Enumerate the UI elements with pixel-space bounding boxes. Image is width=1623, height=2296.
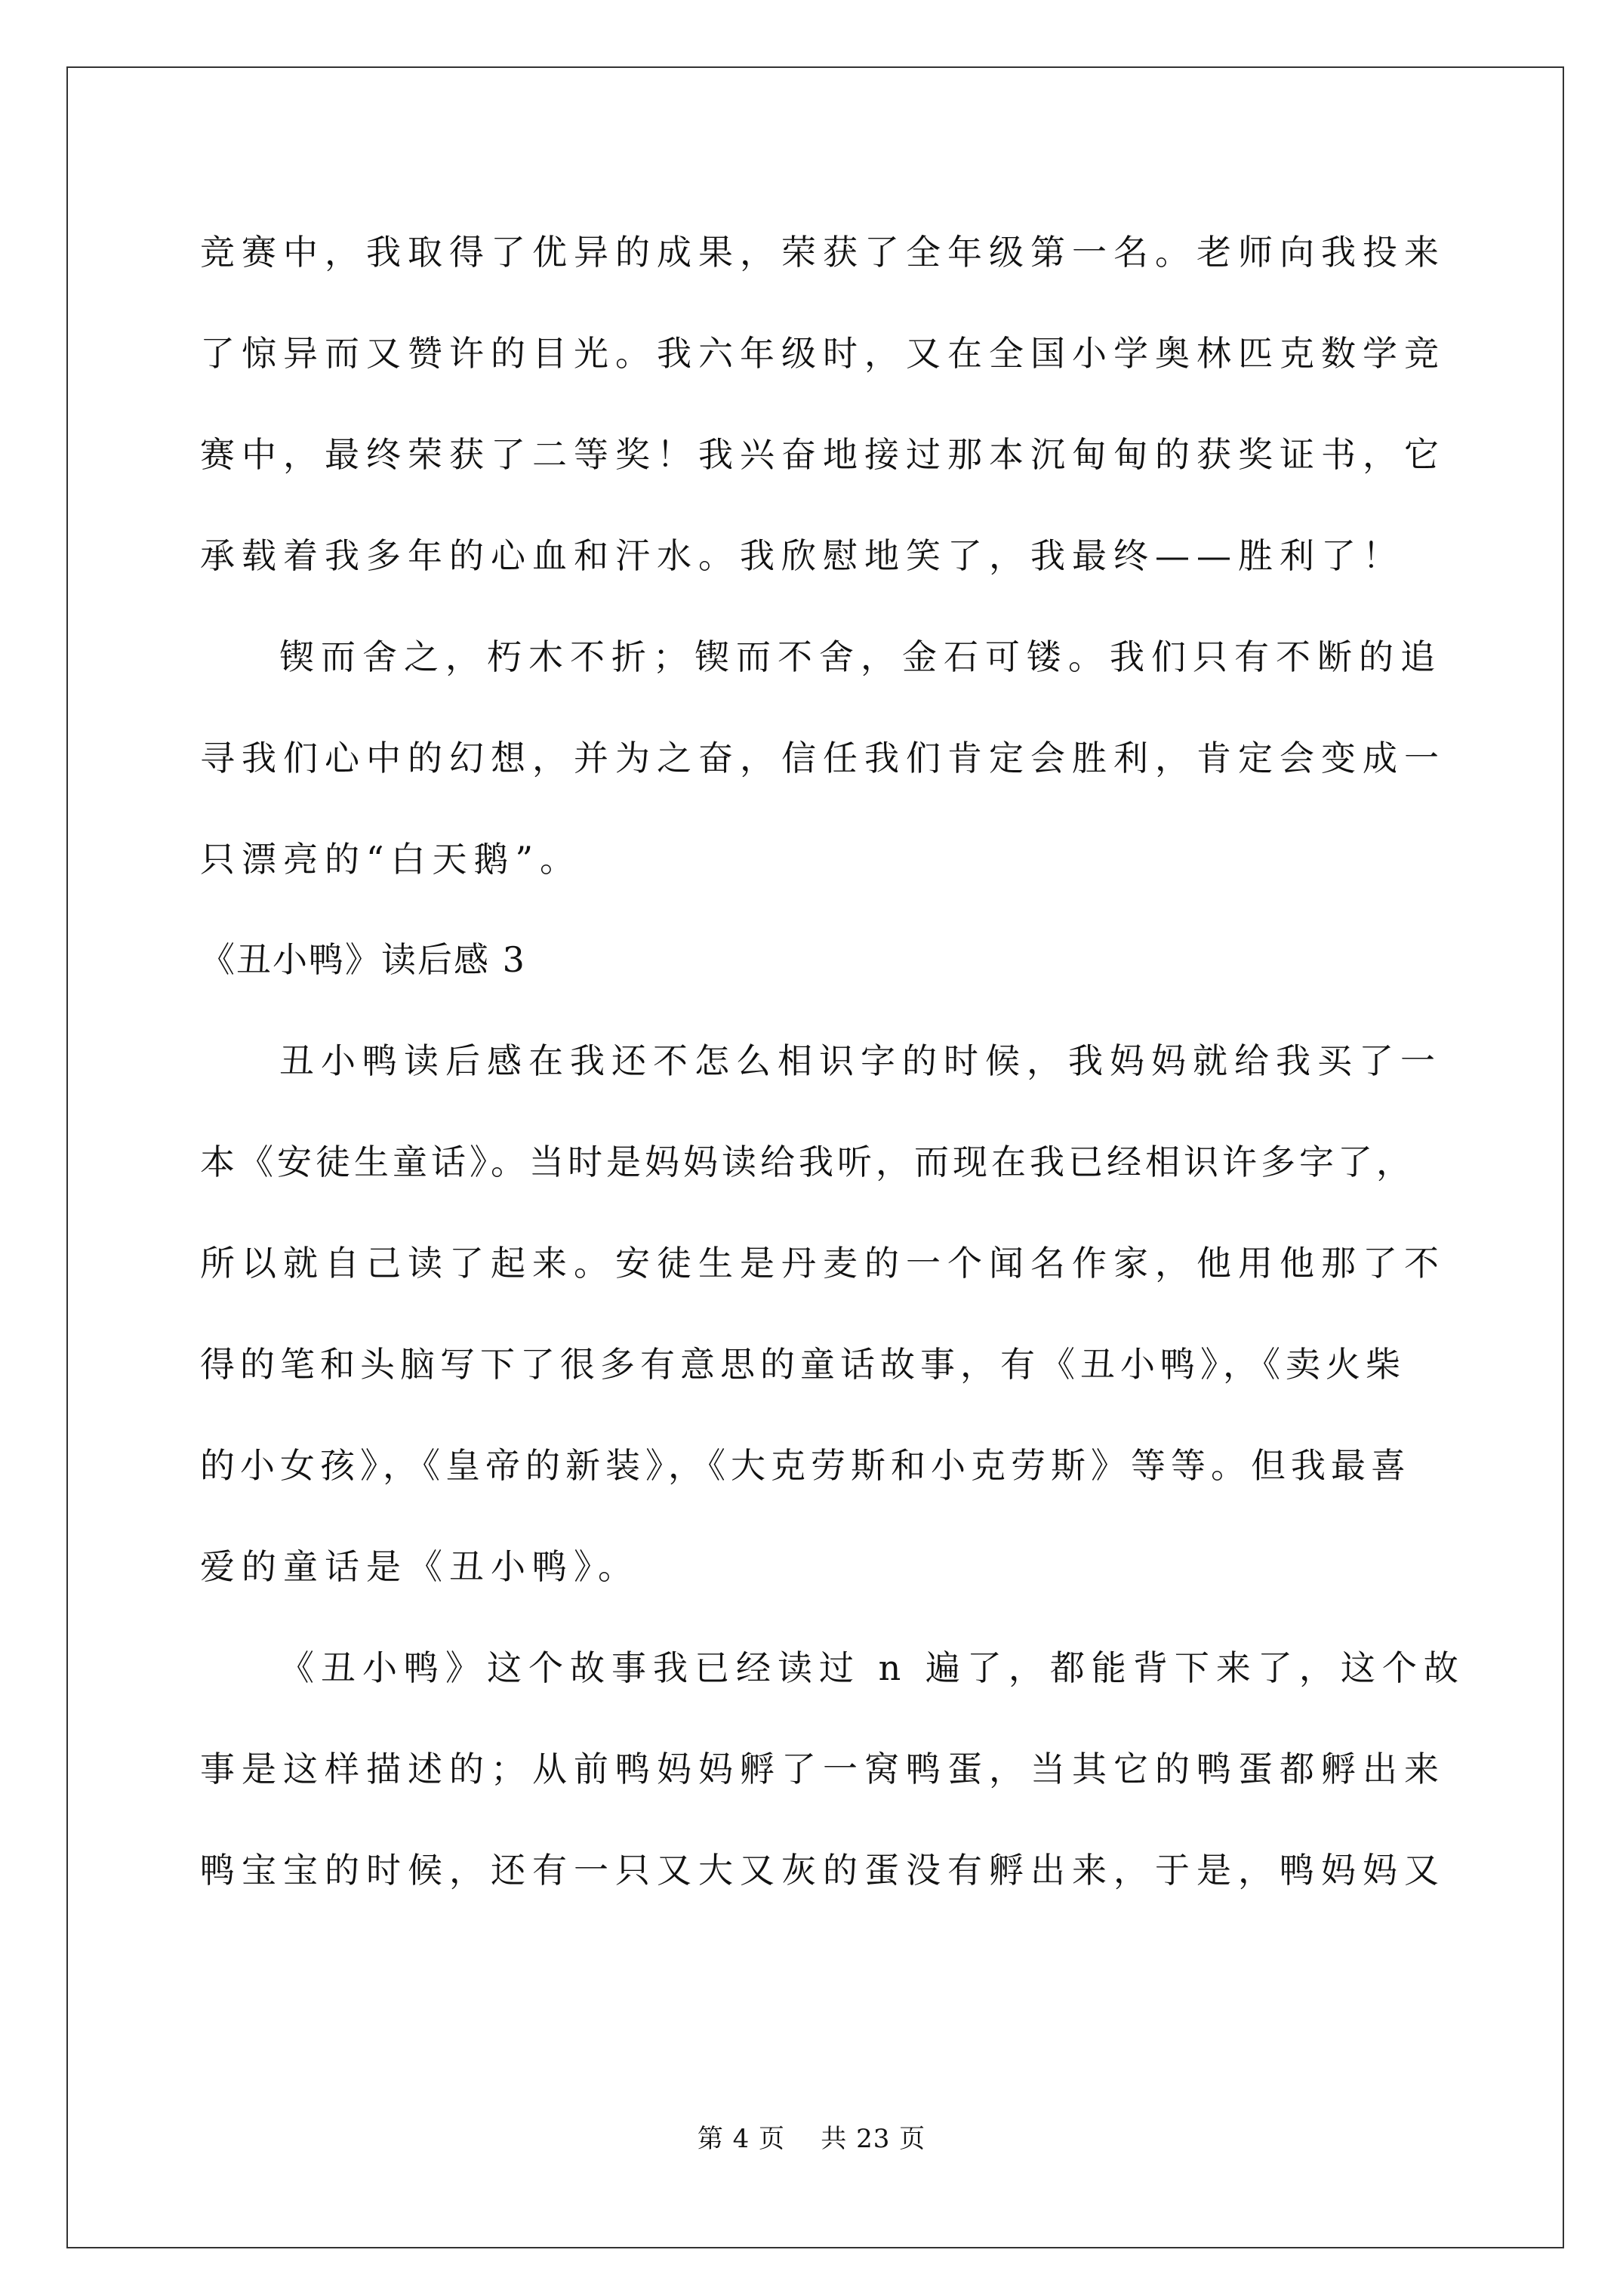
text-line-13: 的小女孩》，《皇帝的新装》，《大克劳斯和小克劳斯》等等。但我最喜 <box>200 1445 1411 1486</box>
text-line-17: 鸭宝宝的时候，还有一只又大又灰的蛋没有孵出来，于是，鸭妈妈又 <box>200 1850 1446 1891</box>
text-line-16: 事是这样描述的；从前鸭妈妈孵了一窝鸭蛋，当其它的鸭蛋都孵出来 <box>200 1749 1446 1789</box>
text-line-12: 得的笔和头脑写下了很多有意思的童话故事，有《丑小鸭》，《卖火柴 <box>200 1344 1406 1385</box>
text-line-5: 锲而舍之，朽木不折；锲而不舍，金石可镂。我们只有不断的追 <box>279 636 1442 677</box>
text-line-2: 了惊异而又赞许的目光。我六年级时，又在全国小学奥林匹克数学竞 <box>200 333 1446 374</box>
text-line-15: 《丑小鸭》这个故事我已经读过 n 遍了，都能背下来了，这个故 <box>279 1647 1465 1688</box>
text-line-6: 寻我们心中的幻想，并为之奋，信任我们肯定会胜利，肯定会变成一 <box>200 738 1446 778</box>
text-line-3: 赛中，最终荣获了二等奖！我兴奋地接过那本沉甸甸的获奖证书，它 <box>200 434 1446 475</box>
text-line-1: 竞赛中，我取得了优异的成果，荣获了全年级第一名。老师向我投来 <box>200 232 1446 273</box>
text-line-10: 本《安徒生童话》。当时是妈妈读给我听，而现在我已经相识许多字了， <box>200 1142 1415 1182</box>
page-number: 第 4 页 <box>697 2124 786 2154</box>
text-line-11: 所以就自己读了起来。安徒生是丹麦的一个闻名作家，他用他那了不 <box>200 1243 1446 1284</box>
text-line-4: 承载着我多年的心血和汗水。我欣慰地笑了，我最终——胜利了！ <box>200 535 1404 576</box>
page-total: 共 23 页 <box>821 2124 926 2154</box>
text-line-14: 爱的童话是《丑小鸭》。 <box>200 1546 639 1587</box>
text-line-7: 只漂亮的“白天鹅”。 <box>200 839 582 880</box>
text-line-9: 丑小鸭读后感在我还不怎么相识字的时候，我妈妈就给我买了一 <box>279 1040 1442 1081</box>
page-footer <box>0 2124 1623 2154</box>
section-heading: 《丑小鸭》读后感 3 <box>200 939 526 980</box>
